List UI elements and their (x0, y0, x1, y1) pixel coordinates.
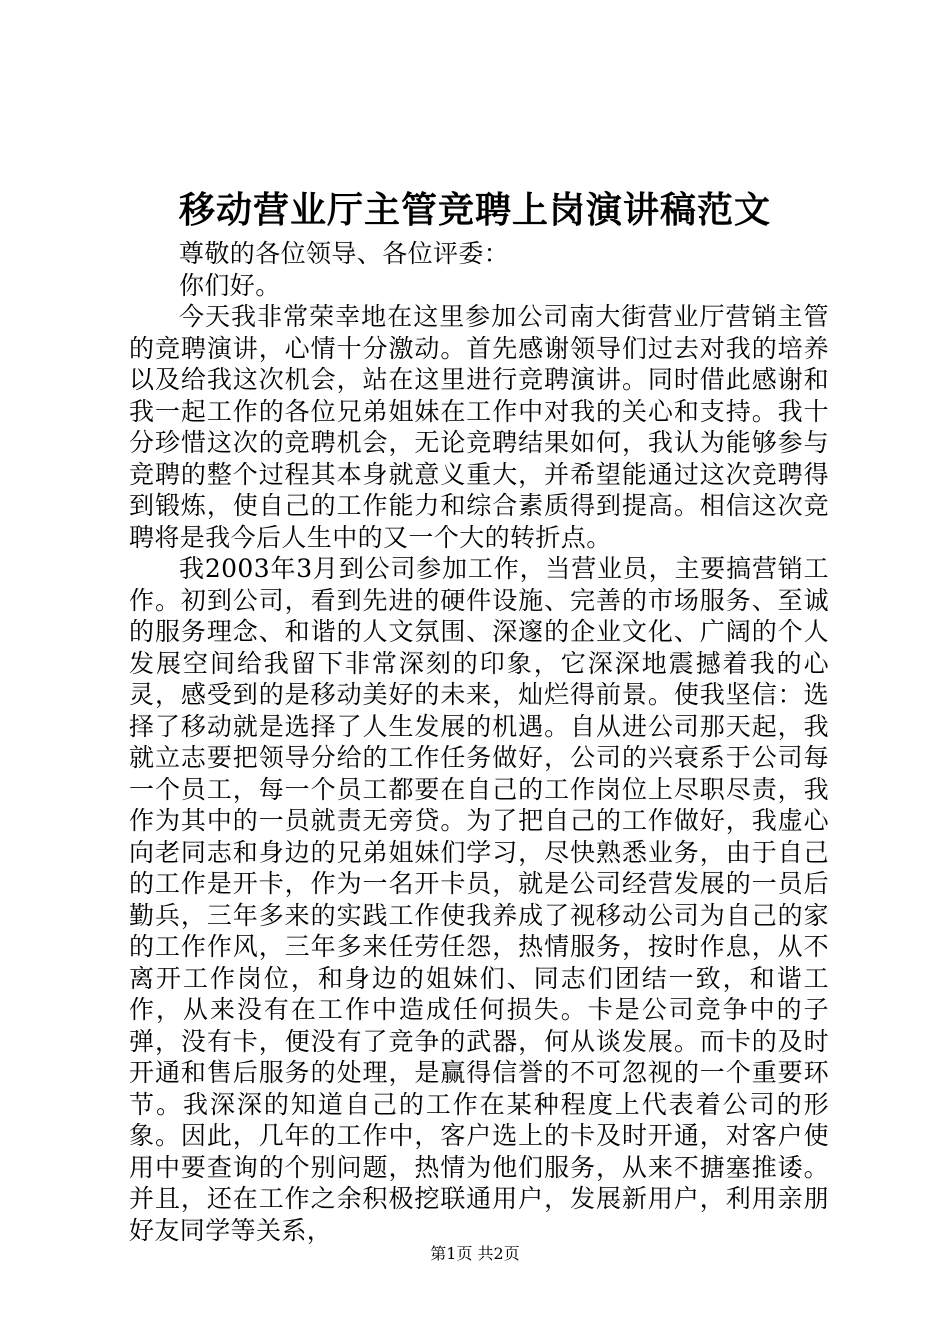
page-number-footer: 第1页 共2页 (430, 1244, 520, 1263)
document-title: 移动营业厅主管竞聘上岗演讲稿范文 (178, 190, 771, 231)
salutation-paragraph: 尊敬的各位领导、各位评委： (179, 239, 510, 268)
intro-paragraph: 今天我非常荣幸地在这里参加公司南大街营业厅营销主管的竞聘演讲，心情十分激动。首先感谢领导们过去对我的培养以及给我这次机会，站在这里进行竞聘演讲。同时借此感谢和我一起工作的各位兄弟姐妹在工作中对我的关心和支持。我十分珍惜这次的竞聘机会，无论竞聘结果如何，我认为能够参与竞聘的整个过程其本身就意义重大，并希望能通过这次竞聘得到锻炼，使自己的工作能力和综合素质得到提高。相信这次竞聘将是我今后人生中的又一个大的转折点。 (129, 302, 829, 552)
experience-paragraph: 我2003年3月到公司参加工作，当营业员，主要搞营销工作。初到公司，看到先进的硬件设施、完善的市场服务、至诚的服务理念、和谐的人文氛围、深邃的企业文化、广阔的个人发展空间给我留下非常深刻的印象，它深深地震撼着我的心灵，感受到的是移动美好的未来，灿烂得前景。使我坚信：选择了移动就是选择了人生发展的机遇。自从进公司那天起，我就立志要把领导分给的工作任务做好，公司的兴衰系于公司每一个员工，每一个员工都要在自己的工作岗位上尽职尽责，我作为其中的一员就责无旁贷。为了把自己的工作做好，我虚心向老同志和身边的兄弟姐妹们学习，尽快熟悉业务，由于自己的工作是开卡，作为一名开卡员，就是公司经营发展的一员后勤兵，三年多来的实践工作使我养成了视移动公司为自己的家的工作作风，三年多来任劳任怨，热情服务，按时作息，从不离开工作岗位，和身边的姐妹们、同志们团结一致，和谐工作，从来没有在工作中造成任何损失。卡是公司竞争中的子弹，没有卡，便没有了竞争的武器，何从谈发展。而卡的及时开通和售后服务的处理，是赢得信誉的不可忽视的一个重要环节。我深深的知道自己的工作在某种程度上代表着公司的形象。因此，几年的工作中，客户选上的卡及时开通，对客户使用中要查询的个别问题，热情为他们服务，从来不搪塞推诿。并且，还在工作之余积极挖联通用户，发展新用户，利用亲朋好友同学等关系， (129, 554, 829, 1245)
greeting-paragraph: 你们好。 (179, 270, 281, 300)
document-body (129, 238, 829, 1246)
